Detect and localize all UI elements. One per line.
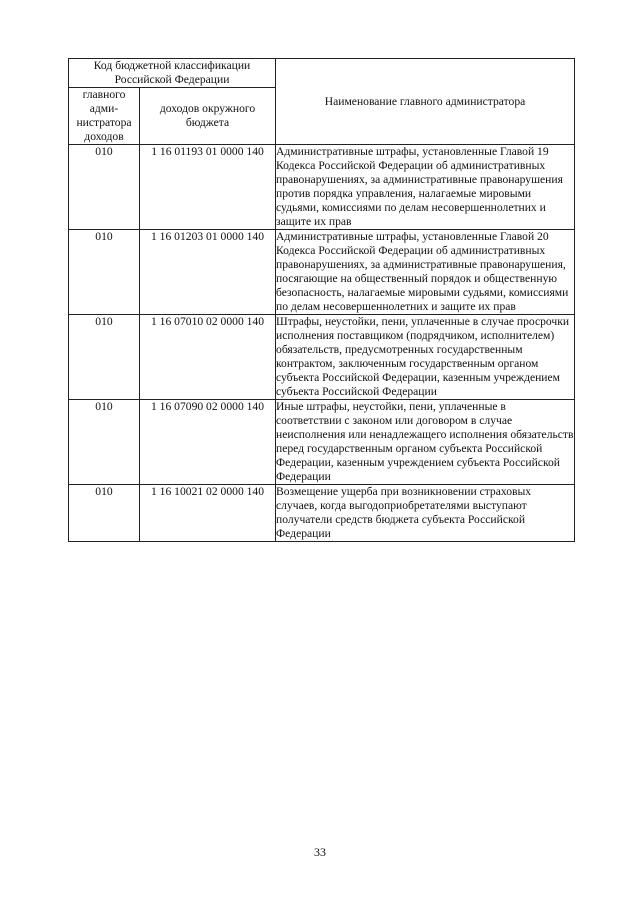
header-budget-revenue: доходов окружного бюджета: [140, 88, 276, 145]
table-row: [69, 485, 575, 542]
page-number: 33: [314, 845, 326, 859]
header-classification-code: Код бюджетной классификации Российской Федерации: [69, 59, 276, 88]
revenue-code-cell: 1 16 01193 01 0000 140: [140, 145, 276, 230]
administrator-name-cell: Административные штрафы, установленные Главой 19 Кодекса Российской Федерации об административных правонарушениях, за административные правонарушения против порядка управления, налагаемые мировыми судьями, комиссиями по делам несовершеннолетних и защите их прав: [276, 145, 575, 230]
revenue-code-cell: 1 16 10021 02 0000 140: [140, 485, 276, 542]
table-row: [69, 315, 575, 400]
table-row: [69, 400, 575, 485]
header-row-top: [69, 59, 575, 88]
budget-classification-table: [68, 58, 575, 542]
header-main-administrator: главного адми-нистратора доходов: [69, 88, 140, 145]
revenue-code-cell: 1 16 07090 02 0000 140: [140, 400, 276, 485]
administrator-name-cell: Иные штрафы, неустойки, пени, уплаченные в соответствии с законом или договором в случае неисполнения или ненадлежащего исполнения обязательств перед государственным органом субъекта Российской Федерации, казенным учреждением субъекта Российской Федерации: [276, 400, 574, 483]
admin-code-cell: 010: [69, 485, 140, 542]
administrator-name-cell: Возмещение ущерба при возникновении страховых случаев, когда выгодоприобретателями выступают получатели средств бюджета субъекта Российской Федерации: [276, 485, 575, 542]
revenue-code-cell: 1 16 01203 01 0000 140: [140, 230, 276, 315]
revenue-code-cell: 1 16 07010 02 0000 140: [140, 315, 276, 400]
administrator-name-cell: Административные штрафы, установленные Главой 20 Кодекса Российской Федерации об административных правонарушениях, за административные правонарушения, посягающие на общественный порядок и общественную безопасность, налагаемые мировыми судьями, комиссиями по делам несовершеннолетних и защите их прав: [276, 230, 575, 315]
table-row: [69, 145, 575, 230]
admin-code-cell: 010: [69, 400, 140, 485]
admin-code-cell: 010: [69, 230, 140, 315]
header-administrator-name: Наименование главного администратора: [276, 59, 575, 145]
admin-code-cell: 010: [69, 145, 140, 230]
table-row: [69, 230, 575, 315]
administrator-name-cell: Штрафы, неустойки, пени, уплаченные в случае просрочки исполнения поставщиком (подрядчиком, исполнителем) обязательств, предусмотренных государственным контрактом, заключенным государственным органом субъекта Российской Федерации, казенным учреждением субъекта Российской Федерации: [276, 315, 575, 400]
admin-code-cell: 010: [69, 315, 140, 400]
